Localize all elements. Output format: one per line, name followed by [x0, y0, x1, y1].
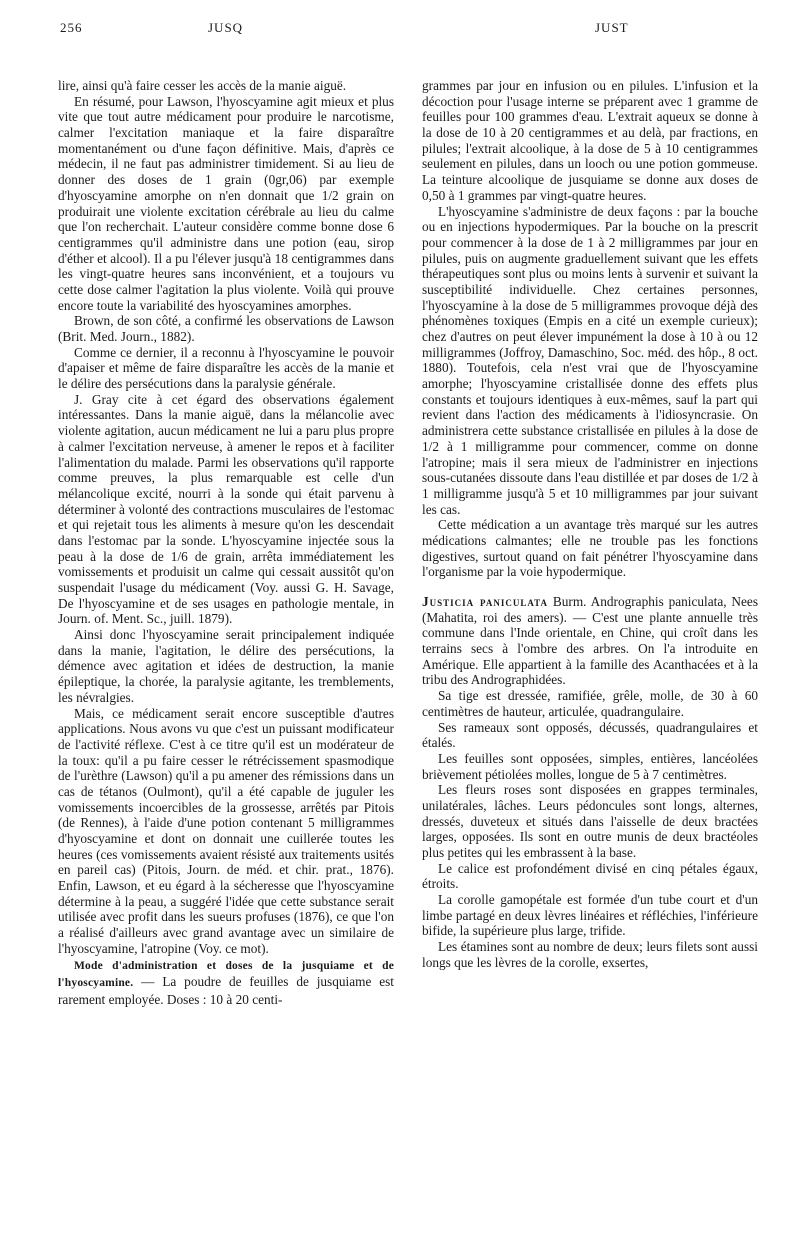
section-heading: Mode d'administration et doses de la jusquiame et de l'hyoscyamine. — [58, 959, 394, 990]
section-text: — La poudre de feuilles de jusquiame est rarement employée. Doses : 10 à 20 centi- — [58, 974, 394, 1007]
paragraph: lire, ainsi qu'à faire cesser les accès de la manie aiguë. — [58, 78, 347, 93]
paragraph: Brown, de son côté, a confirmé les observations de Lawson (Brit. Med. Journ., 1882). — [58, 313, 394, 344]
paragraph: Ses rameaux sont opposés, décussés, quadrangulaires et étalés. — [422, 719, 758, 751]
paragraph: Comme ce dernier, il a reconnu à l'hyoscyamine le pouvoir d'apaiser et même de faire disparaître les accès de la manie et le délire des persécutions dans la paralysie générale. — [58, 344, 394, 392]
paragraph: Les fleurs roses sont disposées en grappes terminales, unilatérales, lâches. Leurs pédoncules sont longs, alternes, dressés, duveteux et situés dans l'aisselle de deux bractées larges, opposées. Ils sont en outre munis de deux bractéoles plus petites qui les embrassent à la base. — [422, 782, 758, 860]
paragraph: La corolle gamopétale est formée d'un tube court et d'un limbe partagé en deux lèvres linéaires et réfléchies, l'inférieure bifide, la supérieure plus large, trifide. — [422, 892, 758, 939]
paragraph: Cette médication a un avantage très marqué sur les autres médications calmantes; elle ne trouble pas les fonctions digestives, surtout quand on fait pénétrer l'hyoscyamine dans l'organisme par la voie hypodermique. — [422, 517, 758, 580]
paragraph: J. Gray cite à cet égard des observations également intéressantes. Dans la manie aiguë, dans la mélancolie avec violente agitation, aucun médicament ne lui a paru plus propre à calmer l'excitation nerveuse, à amener le repos et à faciliter l'alimentation du malade. Parmi les observations qu'il rapporte comme preuves, la plus remarquable est celle d'un mélancolique excité, nourri à la sonde qui était parvenu à déterminer à volonté des contractions musculaires de l'estomac et qui rejetait tous les aliments à mesure qu'on les descendait dans l'estomac par la sonde. L'hyoscyamine injectée sous la peau à la dose de 1/6 de grain, arrêta immédiatement les vomissements et produisit un calme qui cessait aussitôt qu'on suspendait l'usage du médicament (Voy. aussi G. H. Savage, De l'hyoscyamine et de ses usages en pathologie mentale, in Journ. of. Ment. Sc., juill. 1879). — [58, 391, 394, 627]
running-header — [0, 20, 800, 54]
running-title-left: JUSQ — [208, 20, 244, 35]
paragraph: L'hyoscyamine s'administre de deux façons : par la bouche ou en injections hypodermiques. Par la bouche on la prescrit pour commencer à la dose de 1 à 2 milligrammes par jour en pilules, puis on augmente graduellement suivant que les effets thérapeutiques sont plus ou moins lents à survenir et suivant la susceptibilité individuelle. Chez certaines personnes, l'hyoscyamine à la dose de 5 milligrammes provoque déjà des phénomènes toxiques (Empis en a cité un exemple curieux); chez d'autres on peut élever impunément la dose à 10 à ou 12 milligrammes (Joffroy, Damaschino, Soc. méd. des hôp., 8 oct. 1880). Toutefois, cela n'est vrai que de l'hyoscyamine amorphe; l'hyoscyamine cristallisée donne des effets plus constants et toujours identiques à eux-mêmes, sauf la part qui revient dans l'action des médicaments à l'idiosyncrasie. On administrera cette substance cristallisée en pilules à la dose de 1/2 à 1 milligramme pour commencer, comme on donne l'atropine; mais il sera mieux de l'administrer en injections sous-cutanées dissoute dans l'eau distillée et par doses de 1/2 à 1 milligramme jusqu'à 5 et 10 milligrammes par jour suivant les cas. — [422, 203, 758, 517]
paragraph: Sa tige est dressée, ramifiée, grêle, molle, de 30 à 60 centimètres de hauteur, articulée, quadrangulaire. — [422, 688, 758, 719]
left-column — [58, 78, 394, 1008]
paragraph: grammes par jour en infusion ou en pilules. L'infusion et la décoction pour l'usage interne se préparent avec 1 gramme de feuilles pour 100 grammes d'eau. L'extrait aqueux se donne à la dose de 10 à 20 centigrammes et au delà, par fractions, en pilules; l'extrait alcoolique, à la dose de 5 à 10 centigrammes seulement en pilules, dans un looch ou une potion gommeuse. La teinture alcoolique de jusquiame se donne aux doses de 0,50 à 1 grammes par vingt-quatre heures. — [422, 78, 758, 203]
running-title-right: JUST — [595, 20, 629, 35]
paragraph: Les feuilles sont opposées, simples, entières, lancéolées brièvement pétiolées molles, longue de 5 à 7 centimètres. — [422, 750, 758, 782]
paragraph: Les étamines sont au nombre de deux; leurs filets sont aussi longs que les lèvres de la corolle, exsertes, — [422, 939, 758, 970]
page-number: 256 — [60, 20, 83, 35]
section-paragraph — [58, 957, 394, 1008]
entry-title: Justicia paniculata — [422, 594, 549, 609]
dictionary-entry — [422, 594, 758, 688]
entry-text: Burm. Andrographis paniculata, Nees (Mahatita, roi des amers). — C'est une plante annuelle très commune dans l'Inde orientale, en Chine, qui croît dans les terrains secs à l'ombre des arbres. On l'a introduite en Amérique. Elle appartient à la famille des Acanthacées et à la tribu des Andrographidées. — [422, 594, 759, 688]
right-column — [422, 78, 758, 971]
paragraph: En résumé, pour Lawson, l'hyoscyamine agit mieux et plus vite que tout autre médicament pour produire le narcotisme, calmer l'excitation maniaque et la faire disparaître momentanément ou d'une façon définitive. Mais, d'après ce médecin, il ne faut pas administrer timidement. Si au lieu de donner des doses de 1 grain (0gr,06) par exemple d'hyoscyamine amorphe on n'en donnait que 1/2 grain on produirait une violente excitation cérébrale au lieu du calme que l'on recherchait. L'auteur considère comme bonne dose 6 centigrammes qu'il administre dans une potion (eau, sirop d'éther et alcool). Il a pu l'élever jusqu'à 18 centigrammes dans les vingt-quatre heures sans inconvénient, et a toujours vu cette dose calmer l'agitation la plus violente. Voilà qui prouve encore toute la variabilité des hyoscyamines amorphes. — [58, 93, 394, 313]
paragraph: Le calice est profondément divisé en cinq pétales égaux, étroits. — [422, 860, 758, 892]
paragraph: Ainsi donc l'hyoscyamine serait principalement indiquée dans la manie, l'agitation, le délire des persécutions, la démence avec agitation et idées de destruction, la manie épileptique, la chorée, la paralysie agitante, les tremblements, les névralgies. — [58, 627, 394, 705]
paragraph: Mais, ce médicament serait encore susceptible d'autres applications. Nous avons vu que c'est un puissant modificateur de l'activité réflexe. C'est à ce titre qu'il est un modérateur de la toux: qu'il a pu faire cesser le rétrécissement spasmodique de l'urèthre (Lawson) qu'il a pu amener des rémissions dans un cas de tétanos (Oulmont), qu'il a été capable de juguler les vomissements incoercibles de la grossesse, arrêtés par Pitois (de Rennes), à l'aide d'une potion contenant 5 milligrammes d'hyoscyamine et dont on donnait une cuillerée toutes les heures (ces vomissements avaient résisté aux traitements usités en pareil cas) (Pitois, Journ. de méd. et chir. prat., 1876). Enfin, Lawson, et eu égard à la sécheresse que l'hyoscyamine détermine à la peau, a suggéré l'idée que cette substance serait utilisée avec profit dans les sueurs profuses (1876), ce que l'on a réalisé d'ailleurs avec grand avantage avec un similaire de l'hyoscyamine, l'atropine (Voy. ce mot). — [58, 705, 394, 956]
